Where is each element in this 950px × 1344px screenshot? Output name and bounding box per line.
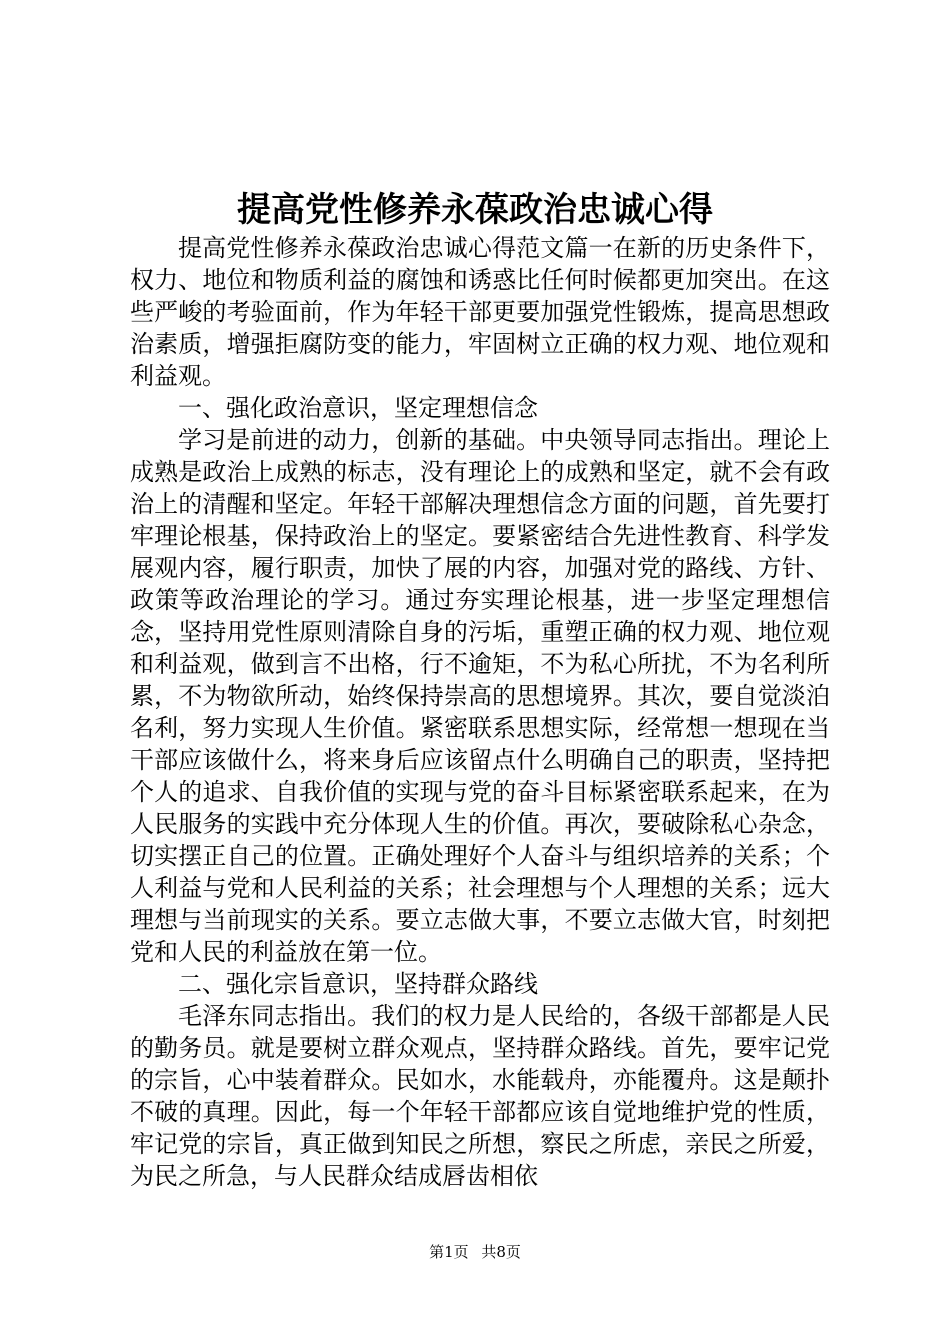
document-body [130, 232, 830, 1192]
section-heading-1: 一、强化政治意识，坚定理想信念 [178, 394, 538, 422]
document-title: 提高党性修养永葆政治忠诚心得 [237, 190, 713, 230]
paragraph-section-2: 毛泽东同志指出。我们的权力是人民给的，各级干部都是人民的勤务员。就是要树立群众观点，坚持群众路线。首先，要牢记党的宗旨，心中装着群众。民如水，水能载舟，亦能覆舟。这是颠扑不破的真理。因此，每一个年轻干部都应该自觉地维护党的性质，牢记党的宗旨，真正做到知民之所想，察民之所虑，亲民之所爱，为民之所急，与人民群众结成唇齿相依 [130, 1002, 830, 1190]
page-number: 第1页 [429, 1243, 469, 1261]
paragraph-section-1: 学习是前进的动力，创新的基础。中央领导同志指出。理论上成熟是政治上成熟的标志，没有理论上的成熟和坚定，就不会有政治上的清醒和坚定。年轻干部解决理想信念方面的问题，首先要打牢理论根基，保持政治上的坚定。要紧密结合先进性教育、科学发展观内容，履行职责，加快了展的内容，加强对党的路线、方针、政策等政治理论的学习。通过夯实理论根基，进一步坚定理想信念，坚持用党性原则清除自身的污垢，重塑正确的权力观、地位观和利益观，做到言不出格，行不逾矩，不为私心所扰，不为名利所累，不为物欲所动，始终保持崇高的思想境界。其次，要自觉淡泊名利，努力实现人生价值。紧密联系思想实际，经常想一想现在当干部应该做什么，将来身后应该留点什么明确自己的职责，坚持把个人的追求、自我价值的实现与党的奋斗目标紧密联系起来，在为人民服务的实践中充分体现人生的价值。再次，要破除私心杂念，切实摆正自己的位置。正确处理好个人奋斗与组织培养的关系；个人利益与党和人民利益的关系；社会理想与个人理想的关系；远大理想与当前现实的关系。要立志做大事，不要立志做大官，时刻把党和人民的利益放在第一位。 [130, 426, 830, 966]
paragraph-intro: 提高党性修养永葆政治忠诚心得范文篇一在新的历史条件下，权力、地位和物质利益的腐蚀和诱惑比任何时候都更加突出。在这些严峻的考验面前，作为年轻干部更要加强党性锻炼，提高思想政治素质，增强拒腐防变的能力，牢固树立正确的权力观、地位观和利益观。 [130, 234, 830, 390]
section-heading-2: 二、强化宗旨意识，坚持群众路线 [178, 970, 538, 998]
page-footer [0, 1240, 950, 1264]
page-total: 共8页 [481, 1243, 521, 1261]
